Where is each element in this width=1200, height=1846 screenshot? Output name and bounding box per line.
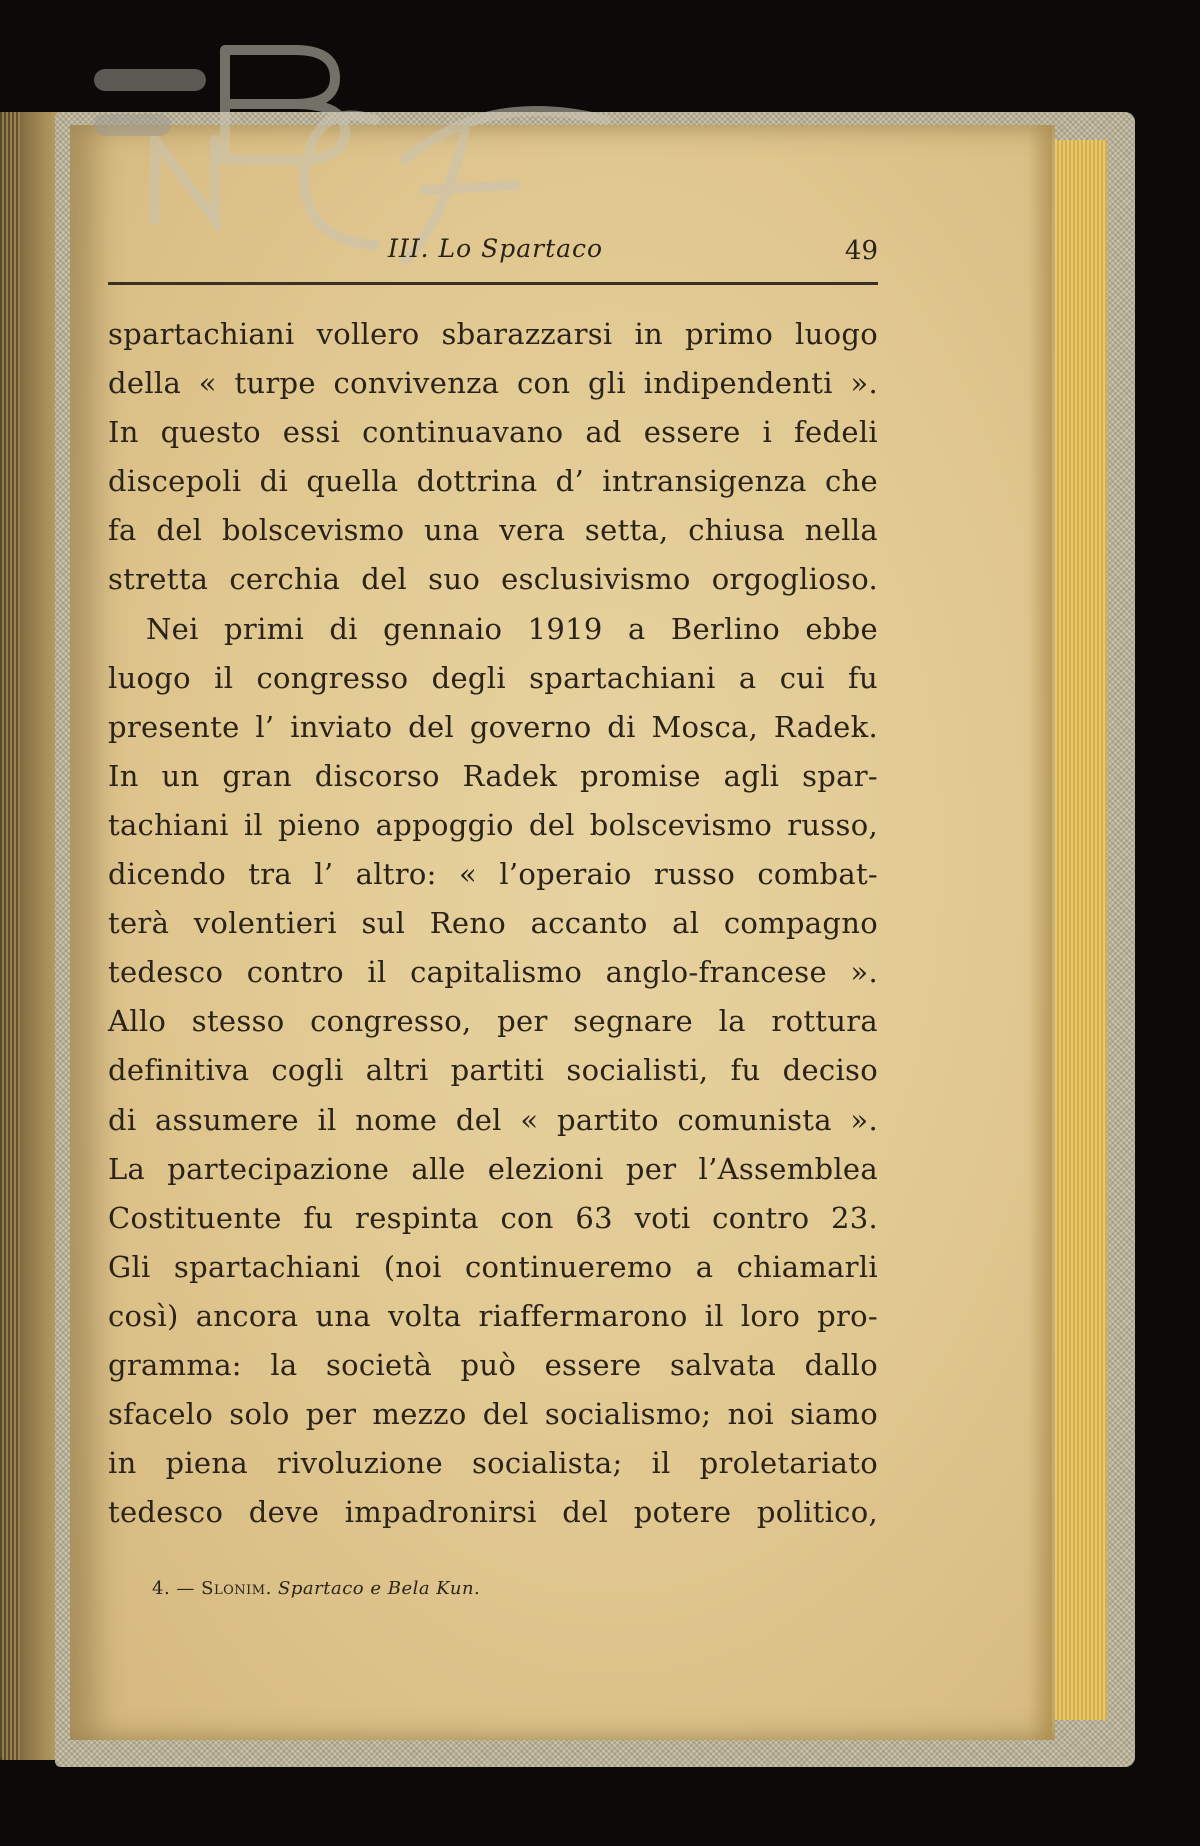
text-line: In un gran discorso Radek promise agli spar-: [108, 758, 878, 793]
text-line: stretta cerchia del suo esclusivismo orgoglioso.: [108, 562, 878, 597]
text-line: definitiva cogli altri partiti socialisti, fu deciso: [108, 1053, 878, 1088]
text-line: tedesco deve impadronirsi del potere politico,: [108, 1495, 878, 1530]
text-line: presente l’ inviato del governo di Mosca, Radek.: [108, 709, 878, 744]
signature-footer: [152, 1578, 480, 1599]
text-line: terà volentieri sul Reno accanto al compagno: [108, 906, 878, 941]
text-line: della « turpe convivenza con gli indipendenti ».: [108, 366, 878, 401]
page-fold-shadow: [1028, 125, 1052, 1740]
text-line: in piena rivoluzione socialista; il proletariato: [108, 1446, 878, 1481]
running-head: [108, 228, 878, 268]
text-line: spartachiani vollero sbarazzarsi in primo luogo: [108, 317, 878, 351]
text-line: tedesco contro il capitalismo anglo-francese ».: [108, 955, 878, 990]
text-line: Costituente fu respinta con 63 voti contro 23.: [108, 1200, 878, 1235]
text-line: di assumere il nome del « partito comunista ».: [108, 1102, 878, 1137]
text-line: così) ancora una volta riaffermarono il loro pro-: [108, 1298, 878, 1333]
left-page-edge: [0, 112, 20, 1760]
text-line: Gli spartachiani (noi continueremo a chiamarli: [108, 1249, 878, 1284]
footer-signature-mark: 4. —: [152, 1578, 195, 1599]
text-line: gramma: la società può essere salvata dallo: [108, 1347, 878, 1382]
text-line: In questo essi continuavano ad essere i fedeli: [108, 415, 878, 450]
footer-author: Slonim.: [201, 1578, 272, 1599]
text-line: tachiani il pieno appoggio del bolscevismo russo,: [108, 807, 878, 842]
body-text: [108, 310, 878, 1537]
text-line: luogo il congresso degli spartachiani a cui fu: [108, 660, 878, 695]
text-line: Nei primi di gennaio 1919 a Berlino ebbe: [146, 611, 878, 646]
page-number: 49: [844, 236, 878, 266]
text-line: sfacelo solo per mezzo del socialismo; noi siamo: [108, 1397, 878, 1432]
header-rule: [108, 282, 878, 285]
text-line: discepoli di quella dottrina d’ intransigenza che: [108, 464, 878, 499]
watermark-text: BNCF: [45, 20, 48, 21]
text-line: La partecipazione alle elezioni per l’Assemblea: [108, 1151, 878, 1186]
text-line: fa del bolscevismo una vera setta, chiusa nella: [108, 513, 878, 548]
text-line: Allo stesso congresso, per segnare la rottura: [108, 1004, 878, 1039]
footer-title: Spartaco e Bela Kun.: [278, 1578, 481, 1599]
text-line: dicendo tra l’ altro: « l’operaio russo combat-: [108, 857, 878, 892]
running-title: III. Lo Spartaco: [388, 234, 604, 263]
